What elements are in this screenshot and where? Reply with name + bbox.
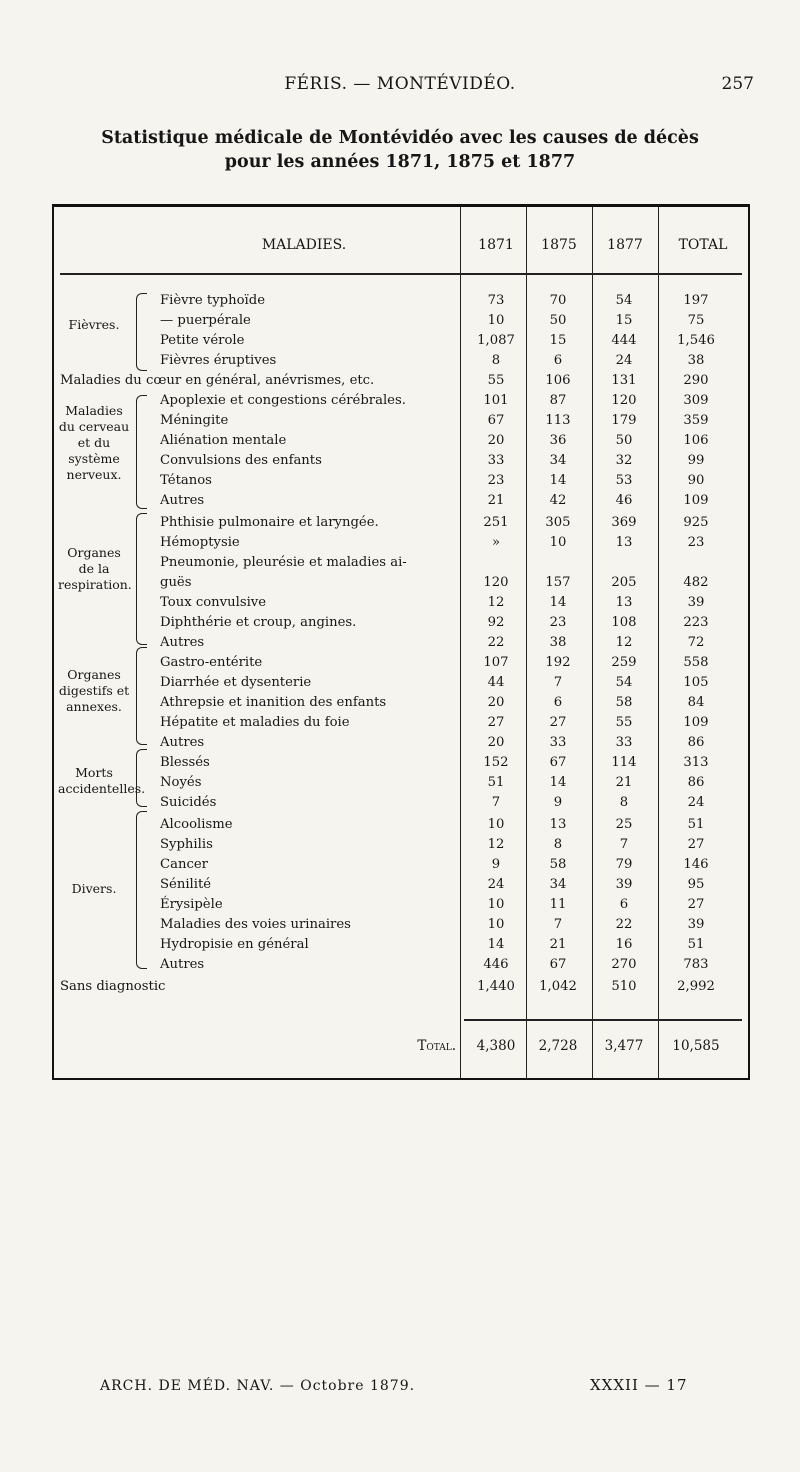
cell-1877: 79 (615, 857, 633, 872)
cell-1877: 25 (615, 817, 633, 832)
group-digestifs: Organes digestifs et annexes. (58, 667, 130, 714)
table-row (54, 633, 748, 653)
cell-1875: 15 (549, 333, 567, 348)
table-row (54, 793, 748, 813)
footer-journal: ARCH. DE MÉD. NAV. — Octobre 1879. (100, 1378, 416, 1394)
cell-1877: 12 (615, 635, 633, 650)
cell-1875: 305 (545, 515, 571, 530)
title-line-2: pour les années 1871, 1875 et 1877 (224, 152, 576, 172)
header-rule (60, 273, 742, 275)
group-fievres: Fièvres. (68, 317, 120, 332)
group-cerveau: Maladies du cerveau et du système nerveux. (58, 403, 130, 482)
cell-total: 99 (687, 453, 705, 468)
cell-1871: 446 (483, 957, 509, 972)
row-label: Syphilis (160, 837, 213, 852)
cell-total: 24 (687, 795, 705, 810)
row-label: — puerpérale (160, 313, 251, 328)
cell-1871: 23 (487, 473, 505, 488)
page-number: 257 (721, 74, 754, 94)
row-label: Aliénation mentale (160, 433, 287, 448)
cell-1877: 24 (615, 353, 633, 368)
table-row (54, 855, 748, 875)
row-label: Méningite (160, 413, 229, 428)
table-row (54, 513, 748, 533)
cell-1875: 157 (545, 575, 571, 590)
table-row (54, 451, 748, 471)
cell-total: 558 (683, 655, 709, 670)
cell-1871: » (491, 535, 501, 550)
cell-1871: 101 (483, 393, 509, 408)
row-label: Maladies du cœur en général, anévrismes, etc. (60, 373, 375, 388)
total-1877: 3,477 (604, 1038, 644, 1054)
table-row (54, 835, 748, 855)
row-label: Cancer (160, 857, 208, 872)
cell-total: 109 (683, 715, 709, 730)
total-1871: 4,380 (476, 1038, 516, 1054)
cell-1871: 10 (487, 897, 505, 912)
cell-1877: 6 (619, 897, 629, 912)
cell-1875: 11 (549, 897, 567, 912)
row-label: Autres (160, 635, 205, 650)
cell-total: 783 (683, 957, 709, 972)
cell-1877: 179 (611, 413, 637, 428)
cell-1875: 58 (549, 857, 567, 872)
cell-1871: 22 (487, 635, 505, 650)
row-label: Apoplexie et congestions cérébrales. (160, 393, 406, 408)
cell-total: 2,992 (677, 979, 715, 994)
cell-1875: 23 (549, 615, 567, 630)
cell-1877: 510 (611, 979, 637, 994)
row-label: Diarrhée et dysenterie (160, 675, 312, 690)
cell-1877: 46 (615, 493, 633, 508)
cell-1875: 36 (549, 433, 567, 448)
row-label: Maladies des voies urinaires (160, 917, 351, 932)
table-row (54, 875, 748, 895)
cell-1871: 92 (487, 615, 505, 630)
row-label: Suicidés (160, 795, 217, 810)
cell-1871: 44 (487, 675, 505, 690)
table-row (54, 753, 748, 773)
cell-1877: 108 (611, 615, 637, 630)
cell-total: 51 (687, 817, 705, 832)
cell-total: 482 (683, 575, 709, 590)
cell-1871: 152 (483, 755, 509, 770)
cell-1875: 14 (549, 775, 567, 790)
cell-total: 95 (687, 877, 705, 892)
table-row (54, 533, 748, 553)
cell-total: 146 (683, 857, 709, 872)
cell-1871: 67 (487, 413, 505, 428)
table-title (40, 126, 760, 174)
cell-1871: 12 (487, 595, 505, 610)
table-row (54, 351, 748, 371)
row-label: Convulsions des enfants (160, 453, 322, 468)
group-accidentelles: Morts accidentelles. (58, 765, 146, 796)
cell-1875: 50 (549, 313, 567, 328)
cell-total: 38 (687, 353, 705, 368)
header-1877: 1877 (607, 237, 643, 253)
cell-total: 51 (687, 937, 705, 952)
row-label: Autres (160, 493, 205, 508)
table-row (54, 411, 748, 431)
cell-total: 1,546 (677, 333, 715, 348)
cell-1875: 34 (549, 877, 567, 892)
row-label: Hémoptysie (160, 535, 240, 550)
cell-1875: 6 (553, 353, 563, 368)
cell-1875: 33 (549, 735, 567, 750)
cell-1875: 8 (553, 837, 563, 852)
cell-total: 27 (687, 897, 705, 912)
cell-1871: 1,440 (477, 979, 515, 994)
cell-1871: 20 (487, 433, 505, 448)
cell-1871: 24 (487, 877, 505, 892)
row-label: Sénilité (160, 877, 212, 892)
cell-total: 86 (687, 775, 705, 790)
cell-total: 106 (683, 433, 709, 448)
row-label: Fièvres éruptives (160, 353, 277, 368)
cell-1877: 13 (615, 595, 633, 610)
table-row (54, 713, 748, 733)
footer-signature: XXXII — 17 (590, 1376, 688, 1394)
cell-1875: 7 (553, 675, 563, 690)
table-row (54, 977, 748, 997)
table-row (54, 613, 748, 633)
cell-1871: 14 (487, 937, 505, 952)
table-row (54, 653, 748, 673)
cell-1871: 20 (487, 735, 505, 750)
cell-total: 90 (687, 473, 705, 488)
row-label: Blessés (160, 755, 210, 770)
cell-1877: 270 (611, 957, 637, 972)
cell-total: 223 (683, 615, 709, 630)
cell-1871: 120 (483, 575, 509, 590)
cell-1877: 15 (615, 313, 633, 328)
cell-1871: 107 (483, 655, 509, 670)
cell-total: 290 (683, 373, 709, 388)
cell-total: 84 (687, 695, 705, 710)
cell-1875: 67 (549, 957, 567, 972)
cell-1871: 20 (487, 695, 505, 710)
cell-1875: 42 (549, 493, 567, 508)
statistics-table (52, 204, 750, 1080)
table-row (54, 573, 748, 593)
cell-total: 86 (687, 735, 705, 750)
cell-1875: 7 (553, 917, 563, 932)
cell-1875: 13 (549, 817, 567, 832)
table-row (54, 331, 748, 351)
total-grand: 10,585 (672, 1038, 720, 1054)
cell-1877: 13 (615, 535, 633, 550)
cell-1871: 9 (491, 857, 501, 872)
cell-1875: 27 (549, 715, 567, 730)
table-row (54, 311, 748, 331)
cell-1875: 38 (549, 635, 567, 650)
group-divers: Divers. (71, 881, 117, 896)
cell-1877: 50 (615, 433, 633, 448)
cell-1871: 21 (487, 493, 505, 508)
table-row (54, 895, 748, 915)
total-label: Total. (417, 1038, 456, 1054)
cell-1877: 114 (611, 755, 637, 770)
cell-1877: 205 (611, 575, 637, 590)
row-label: Autres (160, 957, 205, 972)
cell-1871: 73 (487, 293, 505, 308)
cell-1877: 131 (611, 373, 637, 388)
cell-1877: 55 (615, 715, 633, 730)
cell-1875: 9 (553, 795, 563, 810)
row-label: Tétanos (160, 473, 212, 488)
row-label: Hépatite et maladies du foie (160, 715, 350, 730)
row-label: Athrepsie et inanition des enfants (160, 695, 387, 710)
cell-1877: 21 (615, 775, 633, 790)
cell-total: 309 (683, 393, 709, 408)
table-row (54, 815, 748, 835)
table-row (54, 673, 748, 693)
cell-total: 197 (683, 293, 709, 308)
table-row (54, 693, 748, 713)
cell-total: 75 (687, 313, 705, 328)
cell-1871: 7 (491, 795, 501, 810)
cell-total: 72 (687, 635, 705, 650)
table-row (54, 291, 748, 311)
table-row (54, 431, 748, 451)
cell-1871: 1,087 (477, 333, 515, 348)
cell-1871: 55 (487, 373, 505, 388)
cell-1871: 10 (487, 817, 505, 832)
cell-1875: 6 (553, 695, 563, 710)
cell-1875: 113 (545, 413, 571, 428)
row-label: Diphthérie et croup, angines. (160, 615, 357, 630)
running-head: FÉRIS. — MONTÉVIDÉO. (284, 74, 516, 94)
header-1875: 1875 (541, 237, 577, 253)
table-row (54, 371, 748, 391)
cell-1877: 16 (615, 937, 633, 952)
cell-1875: 106 (545, 373, 571, 388)
cell-1875: 1,042 (539, 979, 577, 994)
cell-1877: 32 (615, 453, 633, 468)
cell-1871: 10 (487, 313, 505, 328)
cell-1877: 58 (615, 695, 633, 710)
cell-1877: 54 (615, 293, 633, 308)
cell-total: 27 (687, 837, 705, 852)
row-label: Pneumonie, pleurésie et maladies ai- (160, 555, 407, 570)
cell-1877: 54 (615, 675, 633, 690)
title-line-1: Statistique médicale de Montévidéo avec les causes de décès (101, 128, 699, 148)
table-row (54, 915, 748, 935)
header-total: TOTAL (678, 237, 728, 253)
cell-total: 313 (683, 755, 709, 770)
table-row (54, 553, 748, 573)
cell-1875: 87 (549, 393, 567, 408)
cell-total: 23 (687, 535, 705, 550)
cell-1871: 251 (483, 515, 509, 530)
cell-1875: 67 (549, 755, 567, 770)
cell-1875: 14 (549, 473, 567, 488)
cell-1877: 22 (615, 917, 633, 932)
row-label: Érysipèle (160, 897, 223, 912)
table-row (54, 491, 748, 511)
row-label: Fièvre typhoïde (160, 293, 266, 308)
row-label: Noyés (160, 775, 202, 790)
cell-1877: 39 (615, 877, 633, 892)
cell-1877: 7 (619, 837, 629, 852)
cell-1877: 33 (615, 735, 633, 750)
table-row (54, 593, 748, 613)
cell-1871: 33 (487, 453, 505, 468)
cell-total: 105 (683, 675, 709, 690)
cell-1875: 192 (545, 655, 571, 670)
cell-1877: 444 (611, 333, 637, 348)
cell-1871: 27 (487, 715, 505, 730)
table-row (54, 955, 748, 975)
table-row (54, 391, 748, 411)
row-label: guës (160, 575, 192, 590)
cell-1877: 259 (611, 655, 637, 670)
cell-1875: 34 (549, 453, 567, 468)
cell-1875: 14 (549, 595, 567, 610)
cell-total: 109 (683, 493, 709, 508)
cell-1871: 51 (487, 775, 505, 790)
cell-1877: 120 (611, 393, 637, 408)
cell-1871: 12 (487, 837, 505, 852)
cell-1875: 21 (549, 937, 567, 952)
row-label: Gastro-entérite (160, 655, 263, 670)
cell-1877: 369 (611, 515, 637, 530)
table-row (54, 935, 748, 955)
cell-total: 359 (683, 413, 709, 428)
table-row (54, 773, 748, 793)
cell-1877: 53 (615, 473, 633, 488)
total-row (54, 1035, 748, 1057)
cell-1871: 8 (491, 353, 501, 368)
row-label: Autres (160, 735, 205, 750)
row-label: Toux convulsive (160, 595, 267, 610)
row-label: Petite vérole (160, 333, 245, 348)
cell-total: 39 (687, 595, 705, 610)
header-maladies: MALADIES. (261, 237, 347, 253)
table-row (54, 471, 748, 491)
page-header (0, 74, 800, 100)
total-1875: 2,728 (538, 1038, 578, 1054)
row-label: Alcoolisme (160, 817, 233, 832)
cell-1877: 8 (619, 795, 629, 810)
row-label: Hydropisie en général (160, 937, 309, 952)
row-label: Phthisie pulmonaire et laryngée. (160, 515, 379, 530)
group-respiration: Organes de la respiration. (58, 545, 132, 592)
table-row (54, 733, 748, 753)
cell-1875: 10 (549, 535, 567, 550)
cell-1875: 70 (549, 293, 567, 308)
cell-1871: 10 (487, 917, 505, 932)
total-rule (464, 1019, 742, 1021)
cell-total: 39 (687, 917, 705, 932)
header-1871: 1871 (478, 237, 514, 253)
cell-total: 925 (683, 515, 709, 530)
row-label: Sans diagnostic (60, 979, 166, 994)
